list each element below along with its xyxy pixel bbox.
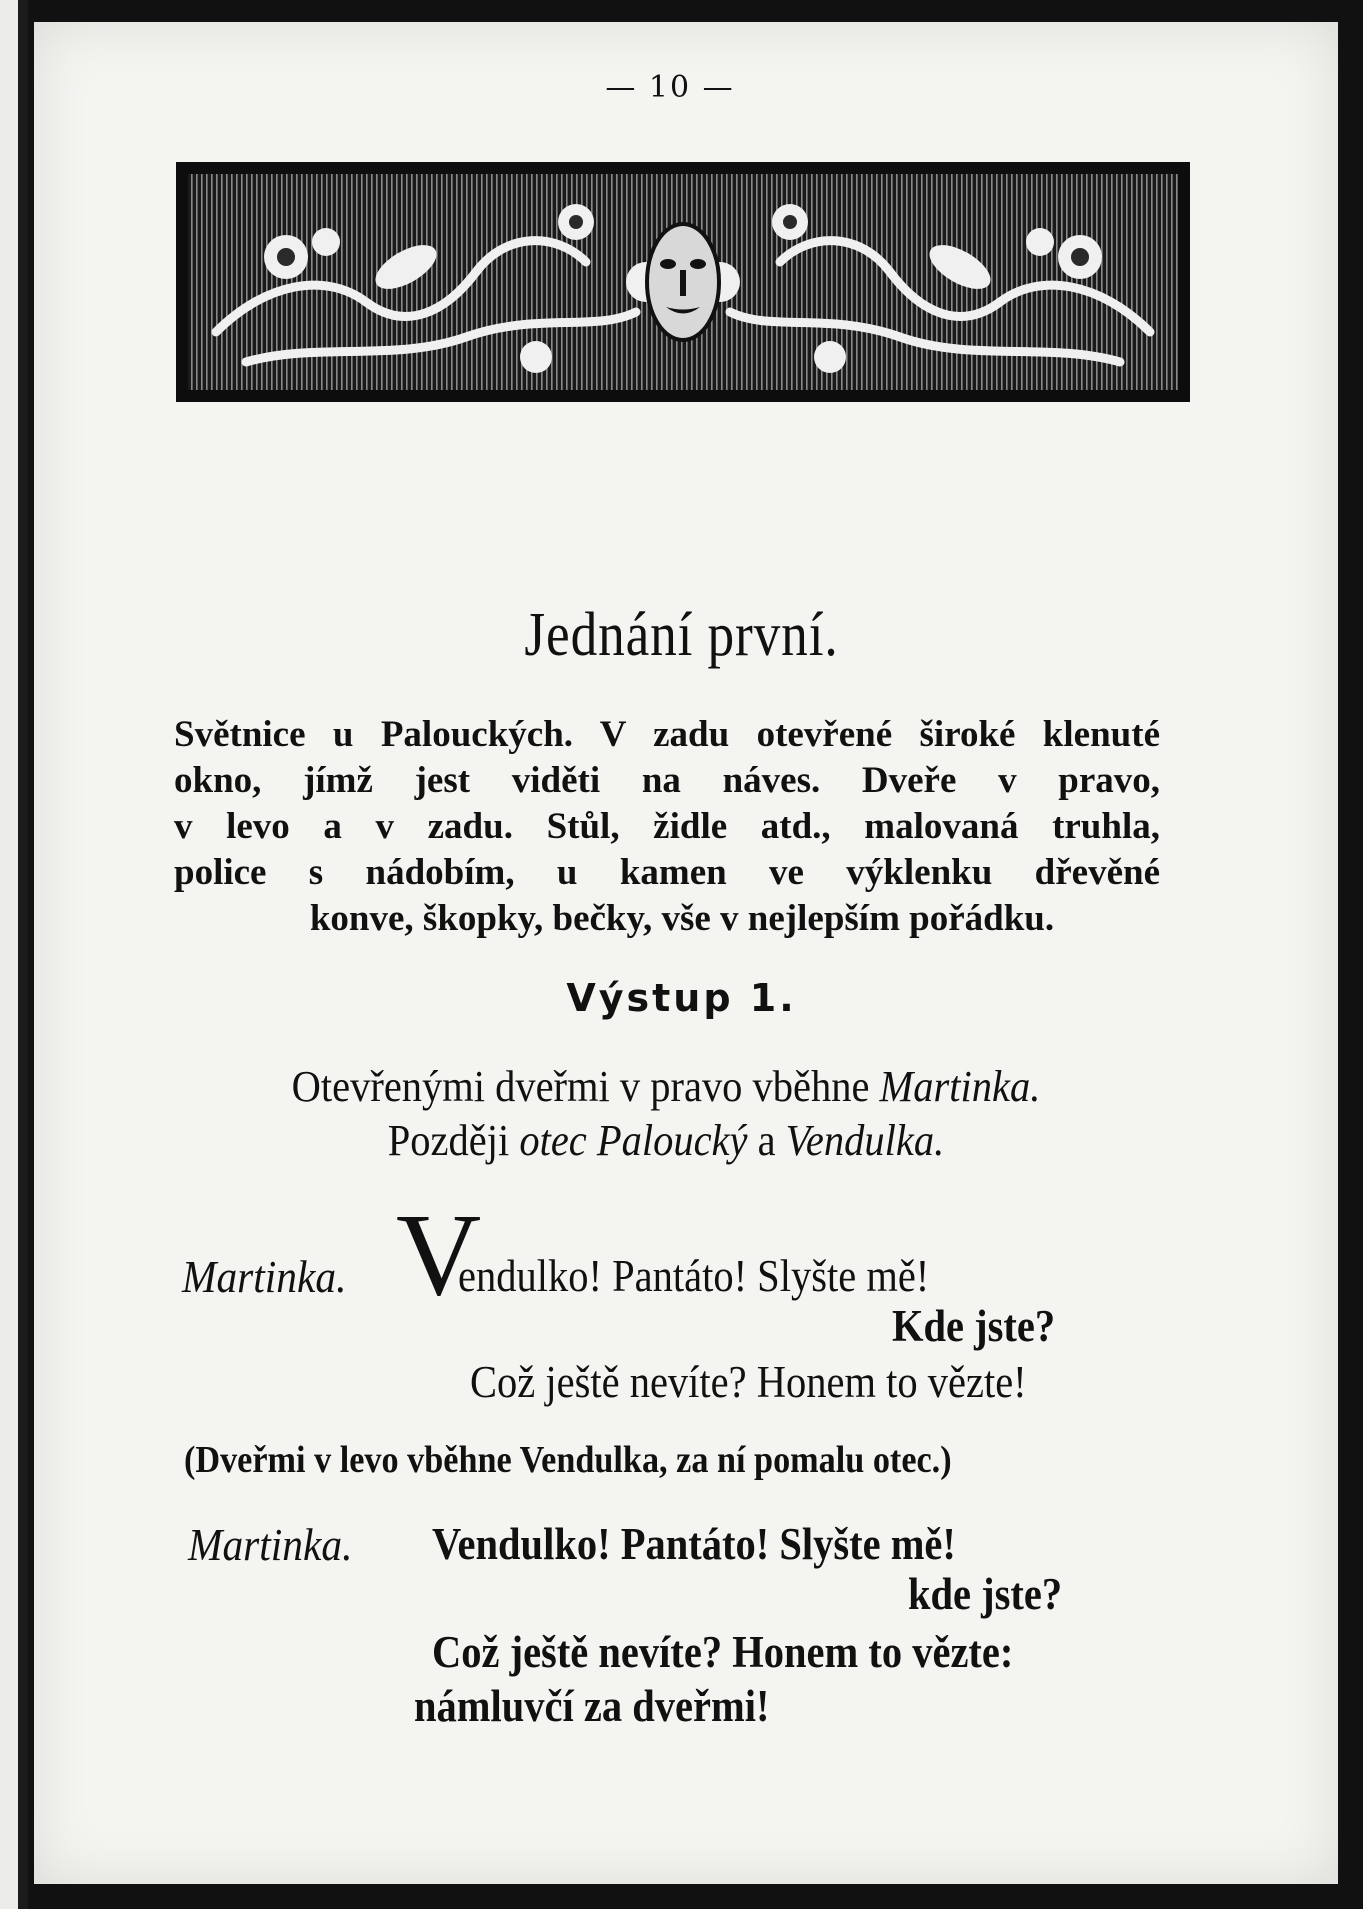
description-line: Světnice u Palouckých. V zadu otevřené široké klenuté: [174, 714, 1160, 755]
entrance-direction: [215, 1060, 1117, 1168]
ornament-scroll-icon: [176, 162, 1190, 402]
speech-line: Kde jste?: [892, 1301, 1056, 1351]
description-line: okno, jímž jest viděti na náves. Dveře v pravo,: [174, 760, 1160, 801]
scene-title: Výstup 1.: [566, 976, 797, 1020]
ornamental-headpiece: [176, 162, 1190, 402]
entrance-line-1: [215, 1060, 1117, 1114]
act-heading: Jednání první.: [524, 601, 839, 669]
stage-direction: (Dveřmi v levo vběhne Vendulka, za ní pomalu otec.): [184, 1439, 952, 1481]
entrance-text: Otevřenými dveřmi v pravo vběhne: [291, 1062, 880, 1111]
speech-line: Což ještě nevíte? Honem to vězte!: [470, 1357, 1027, 1407]
page-number: — 10 —: [605, 70, 735, 105]
page-left-edge: [0, 0, 28, 1909]
description-line: konve, škopky, bečky, vše v nejlepším pořádku.: [309, 898, 1055, 939]
speaker-name: Martinka.: [182, 1251, 347, 1302]
entrance-text: a: [747, 1116, 786, 1165]
speech-line: kde jste?: [908, 1569, 1063, 1619]
speech-line: endulko! Pantáto! Slyšte mě!: [458, 1251, 930, 1301]
speech-line: Což ještě nevíte? Honem to vězte:: [432, 1627, 1014, 1677]
speaker-name: Martinka.: [188, 1519, 353, 1570]
character-name: Martinka.: [879, 1062, 1041, 1111]
description-line: police s nádobím, u kamen ve výklenku dřevěné: [174, 852, 1160, 893]
entrance-text: Později: [387, 1116, 520, 1165]
character-name: Vendulka.: [785, 1116, 945, 1165]
description-line: v levo a v zadu. Stůl, židle atd., malovaná truhla,: [174, 806, 1160, 847]
speech-line: námluvčí za dveřmi!: [414, 1681, 770, 1731]
drop-cap: V: [396, 1189, 482, 1320]
speech-line: Vendulko! Pantáto! Slyšte mě!: [432, 1519, 956, 1569]
entrance-line-2: [215, 1114, 1117, 1168]
character-name: otec Paloucký: [519, 1116, 748, 1165]
setting-description: [174, 712, 1160, 942]
